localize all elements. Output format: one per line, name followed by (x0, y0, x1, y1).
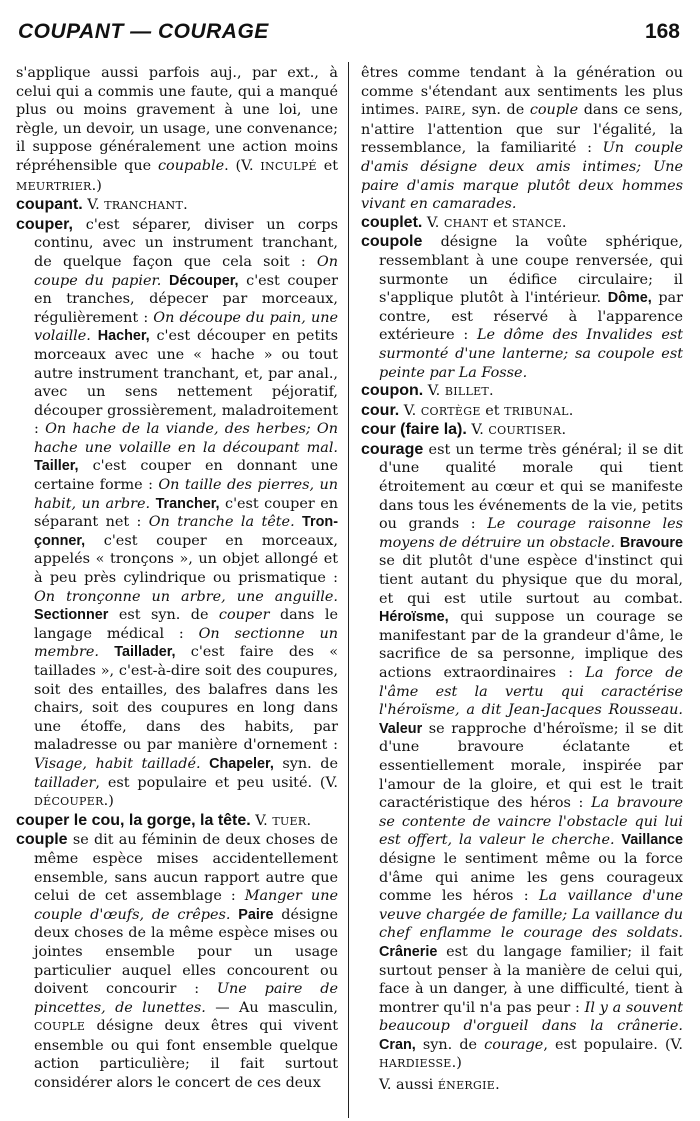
entry-couple: couple se dit au féminin de deux choses de même espèce mises accidentellement ensemble, sans aucun rapport autre que celui de cet assemblage : Manger une couple d'œufs, de crêpes. Paire désigne deux choses de la même espèce mises ou jointes ensemble pour un usage particulier auquel elles concourent ou doivent concourir : Une paire de pincettes, de lunettes. — Au masculin, COUPLE désigne deux êtres qui vivent ensemble ou qui font ensemble quelque action particulière; il fait surtout considérer alors le concert de ces deux (16, 831, 338, 1092)
headword: coupon. (361, 382, 424, 400)
headword: couplet. (361, 213, 423, 231)
headword: cour. (361, 401, 400, 419)
entry-cour: cour. V. CORTÈGE et TRIBUNAL. (361, 401, 574, 419)
entry-couper-le-cou: couper le cou, la gorge, la tête. V. TUER. (16, 811, 312, 829)
headword: coupant. (16, 196, 83, 214)
page-number: 168 (644, 20, 680, 43)
headword: couper, (16, 215, 73, 233)
right-column (361, 64, 683, 1112)
headword: couper le cou, la gorge, la tête. (16, 811, 251, 829)
see-also-note: V. aussi ÉNERGIE. (379, 1077, 500, 1094)
entry-couper: couper, c'est séparer, diviser un corps continu, avec un instrument tranchant, de quelque façon que cela soit : On coupe du papier. Découper, c'est couper en tranches, dépecer par morceaux, régulièrement : On découpe du pain, une volaille. Hacher, c'est découper en petits morceaux avec une « hache » ou tout autre instrument tranchant, et, par anal., avec un sens nettement péjoratif, découper grossièrement, maladroitement : On hache de la viande, des herbes; On hache une volaille en la découpant mal. Tailler, c'est couper en donnant une certaine forme : On taille des pierres, un habit, un arbre. Trancher, c'est couper en séparant net : On tranche la tête. Tronçonner, c'est couper en morceaux, appelés « tronçons », un objet allongé et à peu près cylindrique ou prismatique : On tronçonne un arbre, une anguille. Sectionner est syn. de couper dans le langage médical : On sectionne un membre. Taillader, c'est faire des « taillades », c'est-à-dire soit des coupures, soit des entailles, des balafres dans les chairs, soit des coupures en long dans une étoffe, dans des habits, par maladresse ou par manière d'ornement : Visage, habit tailladé. Chapeler, syn. de taillader, est populaire et peu usité. (V. DÉCOUPER.) (16, 215, 338, 810)
headword: cour (faire la). (361, 421, 467, 439)
page-header (12, 8, 686, 48)
headword: coupole (361, 233, 423, 251)
headword: courage (361, 440, 424, 458)
column-divider (348, 62, 349, 1118)
entry-coupole: coupole désigne la voûte sphérique, ressemblant à une coupe renversée, qui surmonte un édifice circulaire; il s'applique plutôt à l'intérieur. Dôme, par contre, est réservé à l'apparence extérieure : Le dôme des Invalides est surmonté d'une lanterne; sa coupole est peinte par La Fosse. (361, 233, 683, 381)
entry-coupant: coupant. V. TRANCHANT. (16, 196, 188, 214)
entry-couplet: couplet. V. CHANT et STANCE. (361, 213, 567, 231)
entry-cour-faire-la: cour (faire la). V. COURTISER. (361, 421, 567, 439)
headword: couple (16, 831, 68, 849)
entry-continuation: s'applique aussi parfois auj., par ext., à celui qui a commis une faute, qui a manqué plus ou moins gravement à une loi, une règle, un devoir, un usage, une convenance; il suppose généralement une action moins répréhensible que coupable. (V. INCULPÉ et MEURTRIER.) (16, 65, 338, 194)
running-head: COUPANT — COURAGE (18, 20, 269, 43)
entry-courage: courage est un terme très général; il se dit d'une qualité morale qui tient étroitement au cœur et qui se manifeste dans tous les événements de la vie, petits ou grands : Le courage raisonne les moyens de détruire un obstacle. Bravoure se dit plutôt d'une espèce d'instinct qui tient autant du physique que du moral, et qui est utile surtout au combat. Héroïsme, qui suppose un courage se manifestant par de la grandeur d'âme, le sacrifice de sa personne, implique des actions extraordinaires : La force de l'âme est la vertu qui caractérise l'héroïsme, a dit Jean-Jacques Rousseau. Valeur se rapproche d'héroïsme; il se dit d'une bravoure éclatante et essentiellement morale, inspirée par l'amour de la gloire, et qui est le trait caractéristique des héros : La bravoure se contente de vaincre l'obstacle qui lui est offert, la valeur le cherche. Vaillance désigne le sentiment même ou la force d'âme qui anime les gens courageux comme les héros : La vaillance d'une veuve chargée de famille; La vaillance du chef enflamme le courage des soldats. Crânerie est du langage familier; il fait surtout penser à la manière de celui qui, face à un danger, à une difficulté, tient à montrer qu'il n'a pas peur : Il y a souvent beaucoup d'orgueil dans la crânerie. Cran, syn. de courage, est populaire. (V. HARDIESSE.) (361, 440, 683, 1072)
left-column (16, 64, 338, 1112)
entry-coupon: coupon. V. BILLET. (361, 382, 494, 400)
entry-couple-continued: êtres comme tendant à la génération ou comme s'étendant aux sentiments les plus intimes. PAIRE, syn. de couple dans ce sens, n'attire l'attention que sur l'égalité, la ressemblance, la familiarité : Un couple d'amis désigne deux amis intimes; Une paire d'amis marque plutôt deux hommes vivant en camarades. (361, 65, 683, 213)
